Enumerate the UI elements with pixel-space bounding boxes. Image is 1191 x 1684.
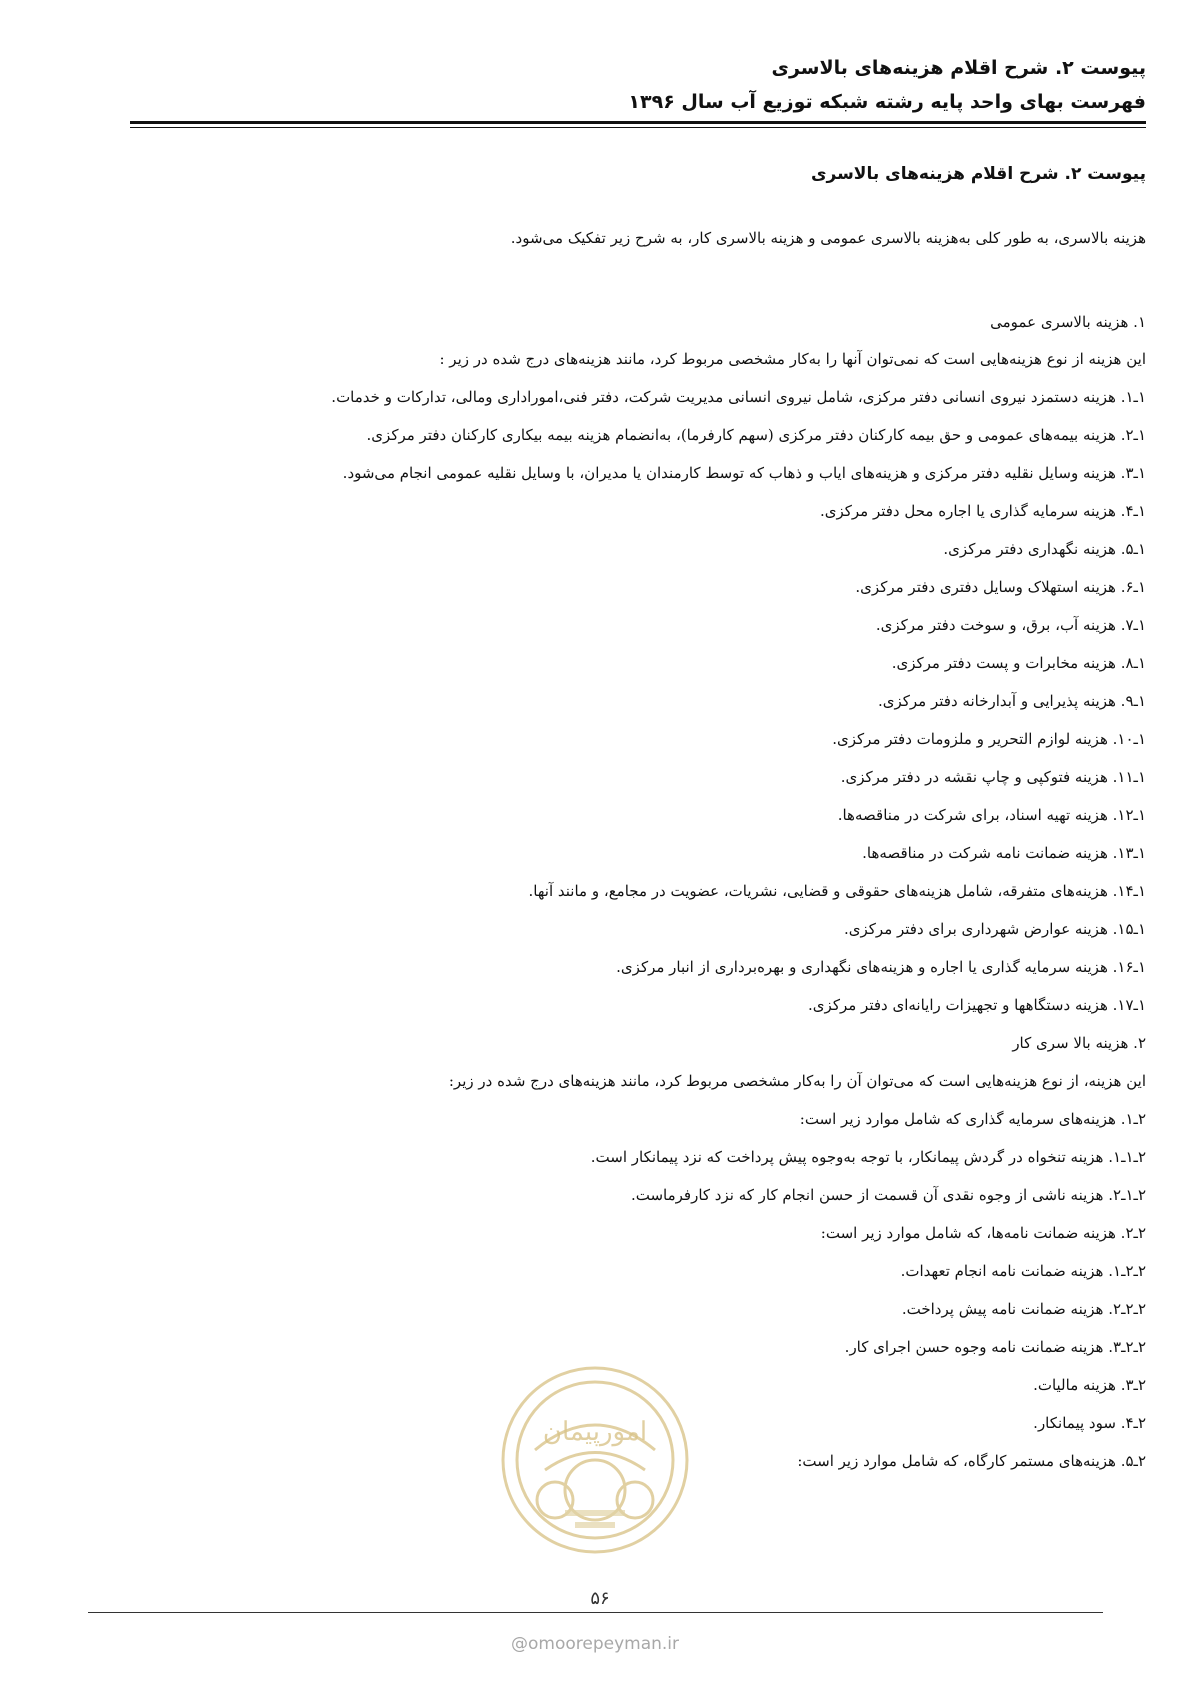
list-item: ۲ـ۱. هزینه‌های سرمایه گذاری که شامل موارد زیر است:: [799, 1110, 1146, 1128]
list-item: ۲ـ۲ـ۱. هزینه ضمانت نامه انجام تعهدات.: [900, 1262, 1146, 1280]
list-item: ۱ـ۱۴. هزینه‌های متفرقه، شامل هزینه‌های حقوقی و قضایی، نشریات، عضویت در مجامع، و مانند آنها.: [528, 882, 1146, 900]
footer-rule: [88, 1612, 1103, 1613]
watermark-site: @omoorepeyman.ir: [510, 1634, 680, 1654]
list-item: ۱ـ۱۰. هزینه لوازم التحریر و ملزومات دفتر مرکزی.: [832, 730, 1146, 748]
list-item: ۲ـ۵. هزینه‌های مستمر کارگاه، که شامل موارد زیر است:: [797, 1452, 1146, 1470]
header-rule-thick: [130, 121, 1146, 124]
list-item: ۲. هزینه بالا سری کار: [1012, 1034, 1146, 1052]
list-item: ۲ـ۴. سود پیمانکار.: [1033, 1414, 1146, 1432]
seal-lettering: امورپیمان: [542, 1417, 648, 1447]
list-item: ۱ـ۶. هزینه استهلاک وسایل دفتری دفتر مرکزی.: [855, 578, 1146, 596]
list-item: ۱ـ۱۷. هزینه دستگاهها و تجهیزات رایانه‌ای دفتر مرکزی.: [808, 996, 1146, 1014]
list-item: ۱ـ۱۳. هزینه ضمانت نامه شرکت در مناقصه‌ها.: [862, 844, 1146, 862]
list-item: ۱ـ۳. هزینه وسایل نقلیه دفتر مرکزی و هزینه‌های ایاب و ذهاب که توسط کارمندان یا مدیران، با وسایل نقلیه عمومی انجام می‌شود.: [342, 464, 1146, 482]
list-item: ۱ـ۱۲. هزینه تهیه اسناد، برای شرکت در مناقصه‌ها.: [837, 806, 1146, 824]
list-item: ۱ـ۹. هزینه پذیرایی و آبدارخانه دفتر مرکزی.: [877, 692, 1146, 710]
list-item: ۲ـ۳. هزینه مالیات.: [1033, 1376, 1146, 1394]
list-item: ۱ـ۱۱. هزینه فتوکپی و چاپ نقشه در دفتر مرکزی.: [840, 768, 1146, 786]
list-item: ۱ـ۸. هزینه مخابرات و پست دفتر مرکزی.: [891, 654, 1146, 672]
header-title: پیوست ۲. شرح اقلام هزینه‌های بالاسری: [771, 57, 1146, 79]
intro-paragraph: هزینه بالاسری، به طور کلی به‌هزینه بالاسری عمومی و هزینه بالاسری کار، به شرح زیر تفکیک می‌شود.: [510, 229, 1146, 247]
list-item: ۱ـ۱۵. هزینه عوارض شهرداری برای دفتر مرکزی.: [844, 920, 1146, 938]
section-title: پیوست ۲. شرح اقلام هزینه‌های بالاسری: [810, 164, 1146, 184]
list-item: ۲ـ۱ـ۲. هزینه ناشی از وجوه نقدی آن قسمت از حسن انجام کار که نزد کارفرماست.: [630, 1186, 1146, 1204]
watermark-seal-logo: [495, 1360, 695, 1560]
list-item: ۲ـ۱ـ۱. هزینه تنخواه در گردش پیمانکار، با توجه به‌وجوه پیش پرداخت که نزد پیمانکار است.: [590, 1148, 1146, 1166]
list-item: ۱ـ۲. هزینه بیمه‌های عمومی و حق بیمه کارکنان دفتر مرکزی (سهم کارفرما)، به‌انضمام هزینه بیمه بیکاری کارکنان دفتر مرکزی.: [366, 426, 1146, 444]
list-item: این هزینه، از نوع هزینه‌هایی است که می‌توان آن را به‌کار مشخصی مربوط کرد، مانند هزینه‌های درج شده در زیر:: [448, 1072, 1146, 1090]
list-item: این هزینه از نوع هزینه‌هایی است که نمی‌توان آنها را به‌کار مشخصی مربوط کرد، مانند هزینه‌های درج شده در زیر :: [439, 350, 1146, 368]
header-rule-thin: [130, 127, 1146, 128]
list-item: ۱ـ۴. هزینه سرمایه گذاری یا اجاره محل دفتر مرکزی.: [819, 502, 1146, 520]
list-item: ۱ـ۵. هزینه نگهداری دفتر مرکزی.: [943, 540, 1146, 558]
header-subtitle: فهرست بهای واحد پایه رشته شبکه توزیع آب سال ۱۳۹۶: [628, 91, 1146, 113]
list-item: ۲ـ۲ـ۳. هزینه ضمانت نامه وجوه حسن اجرای کار.: [844, 1338, 1146, 1356]
list-item: ۱ـ۱۶. هزینه سرمایه گذاری یا اجاره و هزینه‌های نگهداری و بهره‌برداری از انبار مرکزی.: [616, 958, 1146, 976]
list-item: ۲ـ۲ـ۲. هزینه ضمانت نامه پیش پرداخت.: [901, 1300, 1146, 1318]
list-item: ۱ـ۷. هزینه آب، برق، و سوخت دفتر مرکزی.: [875, 616, 1146, 634]
list-item: ۱ـ۱. هزینه دستمزد نیروی انسانی دفتر مرکزی، شامل نیروی انسانی مدیریت شرکت، دفتر فنی،اموراداری ومالی، تدارکات و خدمات.: [331, 388, 1146, 406]
list-item: ۱. هزینه بالاسری عمومی: [990, 313, 1146, 331]
page-number: ۵۶: [590, 1588, 610, 1609]
list-item: ۲ـ۲. هزینه ضمانت نامه‌ها، که شامل موارد زیر است:: [820, 1224, 1146, 1242]
